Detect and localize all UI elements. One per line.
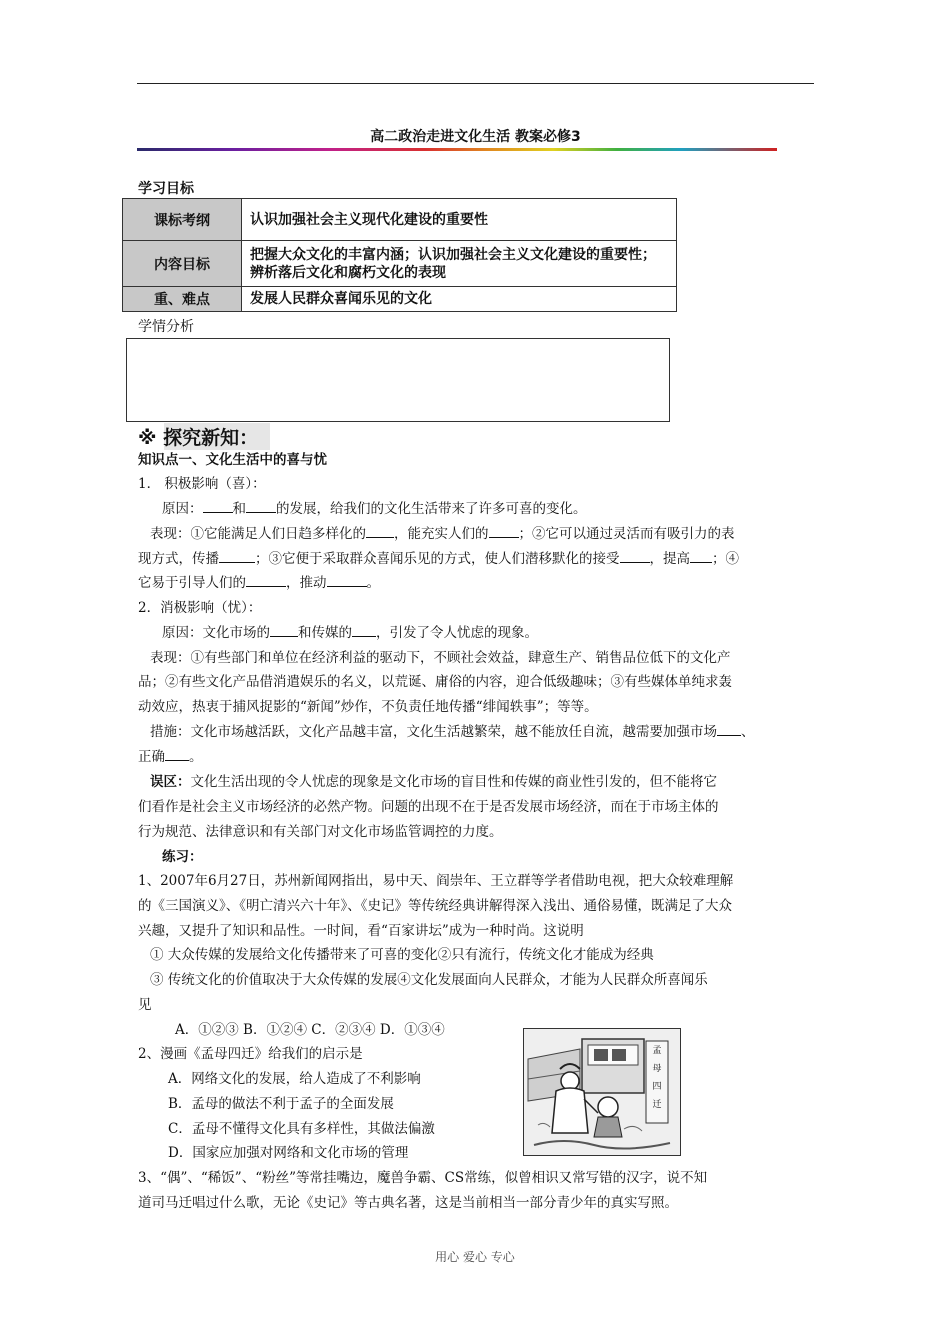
section-negative: 2．消极影响（忧）：	[138, 600, 262, 616]
cartoon-image	[523, 1028, 681, 1156]
q2-option-d: D．国家应加强对网络和文化市场的管理	[168, 1145, 409, 1161]
misconception-line2: 们看作是社会主义市场经济的必然产物。问题的出现不在于是否发展市场经济，而在于市场主体的	[138, 799, 719, 815]
text: ；③它便于采取群众喜闻乐见的方式，使人们潜移默化的接受	[255, 551, 620, 567]
q1-line1: 1、2007年6月27日，苏州新闻网指出，易中天、阎崇年、王立群等学者借助电视，把大众较难理解	[138, 873, 734, 889]
fill-blank	[246, 573, 286, 587]
table-row	[123, 199, 677, 241]
fill-blank	[327, 573, 367, 587]
goal-value: 把握大众文化的丰富内涵；认识加强社会主义文化建设的重要性；辨析落后文化和腐朽文化的表现	[242, 241, 677, 287]
fill-blank	[717, 722, 741, 736]
goal-key: 课标考纲	[123, 199, 242, 241]
fill-blank	[352, 623, 376, 637]
analysis-label: 学情分析	[138, 319, 194, 335]
q1-line3: 兴趣，又提升了知识和品性。一时间，看“百家讲坛”成为一种时尚。这说明	[138, 923, 584, 939]
negative-measure-line1	[150, 720, 755, 745]
negative-show-line2: 品；②有些文化产品借消遣娱乐的名义，以荒诞、庸俗的内容，迎合低级趣味；③有些媒体单纯求轰	[138, 674, 732, 690]
fill-blank	[203, 499, 233, 513]
positive-show-line1	[150, 522, 735, 547]
goal-value: 认识加强社会主义现代化建设的重要性	[242, 199, 677, 241]
fill-blank	[165, 747, 189, 761]
goals-label: 学习目标	[138, 181, 194, 197]
fill-blank	[219, 549, 255, 563]
text: 和	[232, 501, 246, 517]
header-rule	[137, 83, 814, 84]
q2-option-a: A．网络文化的发展，给人造成了不利影响	[168, 1071, 421, 1087]
document-title: 高二政治走进文化生活 教案必修3	[370, 129, 581, 145]
misconception-line1	[150, 770, 717, 795]
positive-show-line3	[138, 571, 380, 596]
section-positive: 1． 积极影响（喜）：	[138, 476, 266, 492]
svg-text:四: 四	[652, 1082, 662, 1092]
analysis-box	[126, 338, 670, 422]
negative-show-line3: 动效应，热衷于捕风捉影的“新闻”炒作，不负责任地传播“绯闻轶事”；等等。	[138, 699, 598, 715]
svg-text:孟: 孟	[652, 1046, 662, 1056]
fill-blank	[270, 623, 298, 637]
text: 原因：	[162, 501, 203, 517]
rainbow-divider	[137, 148, 777, 151]
page-footer: 用心 爱心 专心	[435, 1250, 515, 1264]
fill-blank	[366, 524, 394, 538]
cartoon-illustration	[524, 1029, 680, 1155]
text: 正确	[138, 749, 165, 765]
goals-table	[122, 198, 677, 312]
q2-option-c: C．孟母不懂得文化具有多样性，其做法偏激	[168, 1121, 435, 1137]
positive-show-line2	[138, 547, 739, 572]
goal-key: 重、难点	[123, 287, 242, 312]
kp1-heading: 知识点一、文化生活中的喜与忧	[138, 452, 327, 468]
fill-blank	[489, 524, 519, 538]
q2-option-b: B．孟母的做法不利于孟子的全面发展	[168, 1096, 394, 1112]
text: ；④	[712, 551, 739, 567]
goal-key: 内容目标	[123, 241, 242, 287]
table-row	[123, 287, 677, 312]
text: ，推动	[286, 575, 327, 591]
fill-blank	[620, 549, 650, 563]
goal-value: 发展人民群众喜闻乐见的文化	[242, 287, 677, 312]
fill-blank	[246, 499, 276, 513]
q1-line6: 见	[138, 997, 152, 1013]
table-row	[123, 241, 677, 287]
text: 。	[366, 575, 380, 591]
text: 和传媒的	[298, 625, 352, 641]
text: ，引发了令人忧虑的现象。	[376, 625, 538, 641]
fill-blank	[690, 549, 712, 563]
text: 。	[189, 749, 203, 765]
misconception-label: 误区：	[150, 774, 191, 790]
q1-line4: ① 大众传媒的发展给文化传播带来了可喜的变化②只有流行，传统文化才能成为经典	[150, 947, 654, 963]
q1-line5: ③ 传统文化的价值取决于大众传媒的发展④文化发展面向人民群众，才能为人民群众所喜闻乐	[150, 972, 708, 988]
negative-measure-line2	[138, 745, 203, 770]
text: 表现：①它能满足人们日趋多样化的	[150, 526, 366, 542]
text: 措施：文化市场越活跃，文化产品越丰富，文化生活越繁荣，越不能放任自流，越需要加强市场	[150, 724, 717, 740]
text: 它易于引导人们的	[138, 575, 246, 591]
q2-stem: 2、漫画《孟母四迁》给我们的启示是	[138, 1046, 363, 1062]
q3-line2: 道司马迁唱过什么歌，无论《史记》等古典名著，这是当前相当一部分青少年的真实写照。	[138, 1195, 678, 1211]
text: ，提高	[649, 551, 690, 567]
text: 、	[741, 724, 755, 740]
text: 文化生活出现的令人忧虑的现象是文化市场的盲目性和传媒的商业性引发的，但不能将它	[190, 774, 717, 790]
svg-text:迁: 迁	[652, 1100, 662, 1110]
text: 的发展，给我们的文化生活带来了许多可喜的变化。	[276, 501, 587, 517]
negative-show-line1: 表现：①有些部门和单位在经济利益的驱动下，不顾社会效益，肆意生产、销售品位低下的文化产	[150, 650, 731, 666]
q1-line2: 的《三国演义》、《明亡清兴六十年》、《史记》等传统经典讲解得深入浅出、通俗易懂，既满足了大众	[138, 898, 732, 914]
text: ，能充实人们的	[394, 526, 489, 542]
positive-reason	[162, 497, 587, 522]
q1-options: A．①②③ B．①②④ C．②③④ D．①③④	[175, 1022, 445, 1038]
explore-heading: ※ 探究新知：	[138, 423, 270, 450]
svg-text:母: 母	[652, 1064, 662, 1074]
text: 原因：文化市场的	[162, 625, 270, 641]
text: ；②它可以通过灵活而有吸引力的表	[518, 526, 735, 542]
misconception-line3: 行为规范、法律意识和有关部门对文化市场监管调控的力度。	[138, 824, 503, 840]
practice-label: 练习：	[162, 849, 203, 865]
text: 现方式，传播	[138, 551, 219, 567]
q3-line1: 3、“偶”、“稀饭”、“粉丝”等常挂嘴边，魔兽争霸、CS常练，似曾相识又常写错的汉字，说不知	[138, 1170, 708, 1186]
negative-reason	[162, 621, 538, 646]
